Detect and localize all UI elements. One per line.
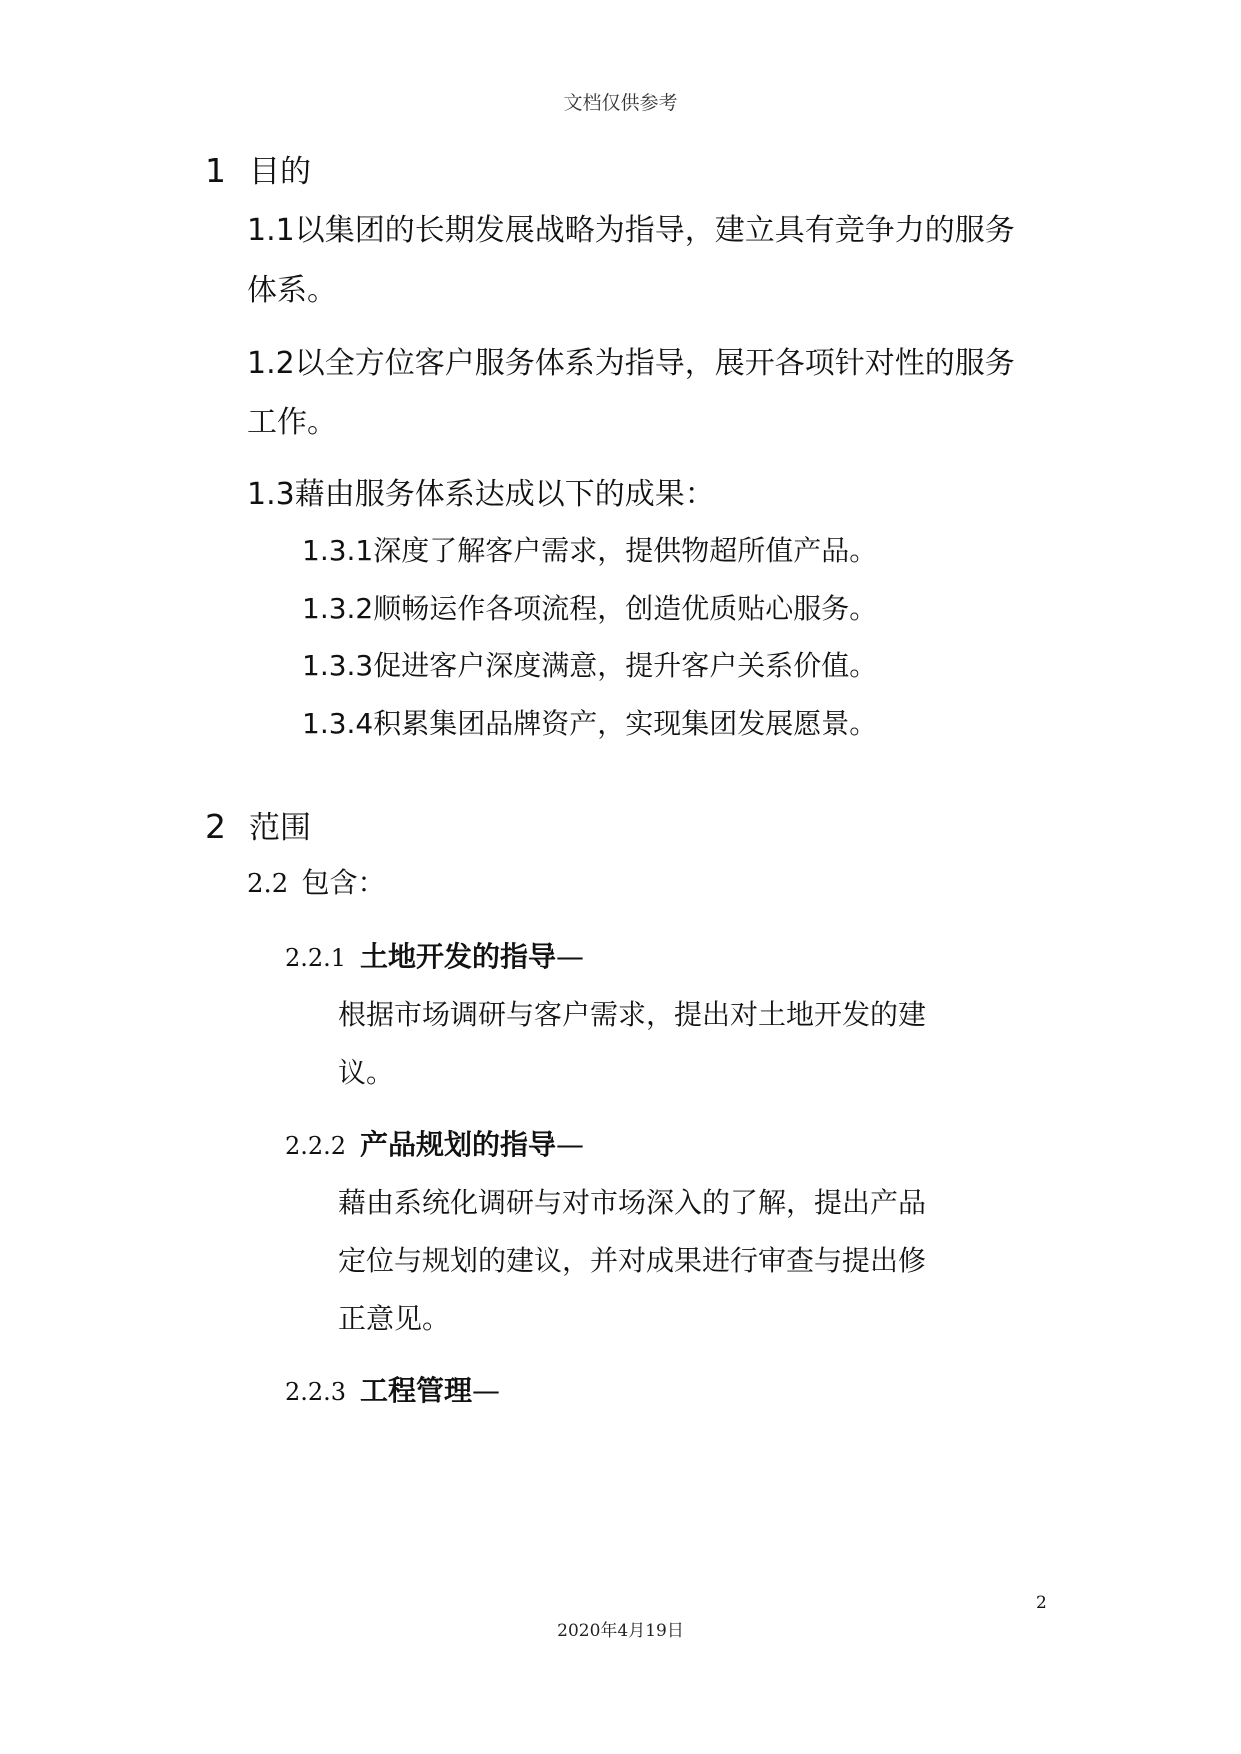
list-item: 1.3.3促进客户深度满意，提升客户关系价值。: [302, 649, 878, 682]
list-item: 1.3.1深度了解客户需求，提供物超所值产品。: [302, 534, 878, 567]
section-1-heading: [205, 146, 311, 191]
page-number: 2: [1036, 1593, 1047, 1613]
footer-date: 2020年4月19日: [557, 1621, 684, 1641]
subsection-title: 包含：: [301, 866, 386, 899]
item-2-2-2-line-3: 正意见。: [338, 1302, 451, 1335]
item-2-2-1-line-1: 根据市场调研与客户需求，提出对土地开发的建: [338, 998, 927, 1031]
subsection-2-2-heading: [247, 861, 385, 901]
section-number: 1: [205, 151, 226, 190]
paragraph-1-2-line-2: 工作。: [247, 405, 337, 440]
item-2-2-2-heading: [285, 1123, 584, 1163]
section-number: 2: [205, 807, 226, 846]
item-2-2-2-line-2: 定位与规划的建议，并对成果进行审查与提出修: [338, 1244, 927, 1277]
section-title: 范围: [249, 810, 311, 846]
item-number: 2.2.2: [285, 1132, 347, 1160]
list-item: 1.3.4积累集团品牌资产，实现集团发展愿景。: [302, 707, 878, 740]
paragraph-1-1-line-1: 1.1以集团的长期发展战略为指导，建立具有竞争力的服务: [247, 213, 1015, 248]
paragraph-1-3: 1.3藉由服务体系达成以下的成果：: [247, 477, 715, 512]
item-dash: —: [556, 1128, 585, 1161]
item-title: 产品规划的指导: [360, 1128, 557, 1161]
item-dash: —: [472, 1374, 501, 1407]
subsection-number: 2.2: [247, 869, 289, 899]
item-title: 工程管理: [360, 1374, 473, 1407]
item-title: 土地开发的指导: [360, 940, 557, 973]
page-header: 文档仅供参考: [563, 92, 678, 114]
paragraph-1-2-line-1: 1.2以全方位客户服务体系为指导，展开各项针对性的服务: [247, 346, 1015, 381]
item-2-2-3-heading: [285, 1369, 500, 1409]
item-2-2-1-heading: [285, 935, 584, 975]
list-item: 1.3.2顺畅运作各项流程，创造优质贴心服务。: [302, 592, 878, 625]
item-number: 2.2.1: [285, 944, 347, 972]
section-title: 目的: [249, 154, 311, 190]
section-2-heading: [205, 802, 311, 847]
paragraph-1-1-line-2: 体系。: [247, 273, 337, 308]
item-2-2-1-line-2: 议。: [338, 1056, 395, 1089]
item-2-2-2-line-1: 藉由系统化调研与对市场深入的了解，提出产品: [338, 1186, 927, 1219]
item-dash: —: [556, 940, 585, 973]
item-number: 2.2.3: [285, 1378, 347, 1406]
